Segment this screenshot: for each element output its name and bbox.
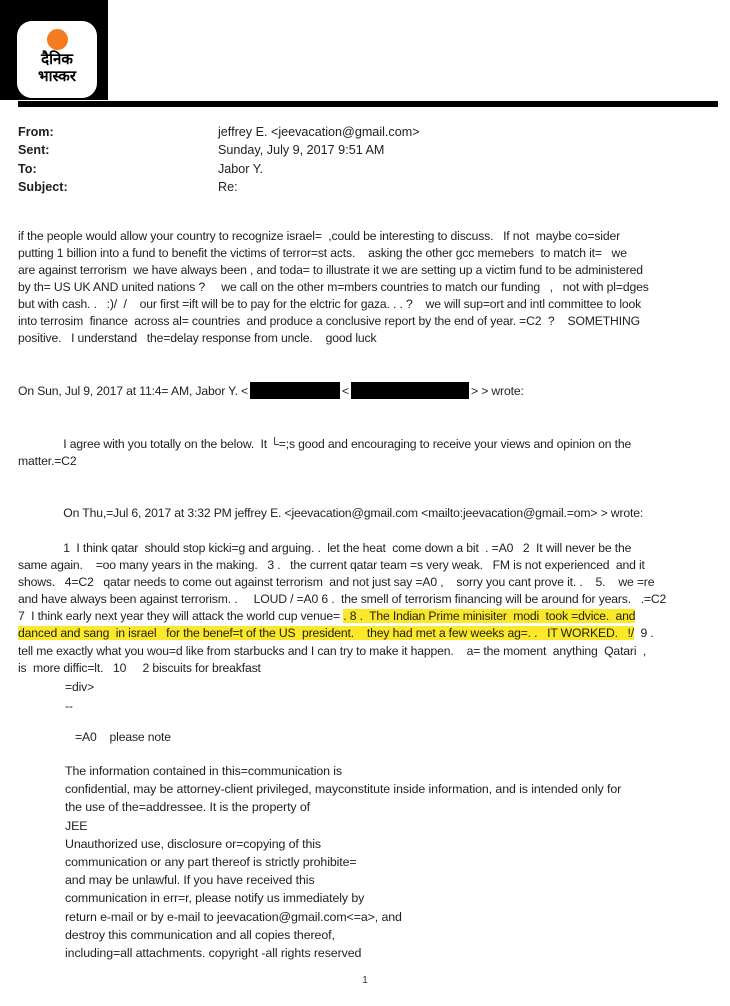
body-line	[18, 540, 666, 557]
attribution-prefix: On Sun, Jul 9, 2017 at 11:4= AM, Jabor Y. <	[18, 383, 249, 398]
body-line: by th= US UK AND united nations ? we call on the other m=mbers countries to match our funding , not with pl=dges	[18, 280, 649, 294]
redaction-bar	[250, 382, 340, 399]
from-label: From:	[18, 125, 54, 139]
body-line: matter.=C2	[18, 454, 77, 468]
disclaimer-line: including=all attachments. copyright -all rights reserved	[65, 946, 362, 961]
text-segment: 9 .	[634, 626, 654, 641]
text-segment: same again. =oo many years in the making. 3 . the current qatar team =s very weak. FM is not experienced and it	[18, 558, 645, 573]
reply-attribution-2	[18, 505, 643, 522]
to-value: Jabor Y.	[218, 161, 264, 176]
disclaimer-line: communication in err=r, please notify us immediately by	[65, 891, 365, 906]
attribution-suffix: > > wrote:	[470, 383, 524, 398]
reply-paragraph	[18, 436, 631, 470]
logo-text-line1: दैनिक	[41, 51, 73, 68]
body-line: I agree with you totally on the below. It └=;s good and encouraging to receive your views and opinion on the	[18, 437, 632, 451]
page-number: 1	[362, 975, 368, 986]
disclaimer-line: communication or any part thereof is strictly prohibite=	[65, 855, 357, 870]
body-line: =div>	[65, 680, 95, 694]
text-segment: 7 I think early next year they will attack the world cup venue=	[18, 609, 344, 624]
body-line	[18, 660, 666, 677]
body-line: --	[65, 698, 73, 713]
body-line	[18, 608, 666, 625]
body-line: are against terrorism we have always been , and toda= to illustrate it we are setting up a victim fund to be administered	[18, 263, 643, 277]
signature-fragments	[65, 678, 94, 715]
body-line: if the people would allow your country to recognize israel= ,could be interesting to discuss. If not maybe co=sider	[18, 229, 621, 243]
text-segment: tell me exactly what you wou=d like from starbucks and I can try to make it happen. a= the moment anything Qatari ,	[18, 643, 647, 658]
subject-value: Re:	[218, 180, 238, 195]
text-segment: shows. 4=C2 qatar needs to come out against terrorism and not just say =A0 , sorry you cant prove it. . 5. we =re	[18, 575, 655, 590]
disclaimer-line: Unauthorized use, disclosure or=copying of this	[65, 836, 321, 851]
disclaimer-line: confidential, may be attorney-client privileged, mayconstitute inside information, and is intended only for	[65, 782, 622, 797]
header-row-from	[18, 123, 420, 141]
disclaimer-line: return e-mail or by e-mail to jeevacation@gmail.com<=a>, and	[65, 909, 402, 924]
reply-attribution-1	[18, 382, 524, 399]
highlighted-text: danced and sang in israel for the benef=t of the US president. they had met a few weeks ag=. . IT WORKED. !/	[18, 626, 635, 641]
subject-label: Subject:	[18, 180, 68, 195]
header-row-subject	[18, 178, 420, 196]
header-row-sent	[18, 141, 420, 159]
body-line	[18, 625, 666, 642]
attribution-line: On Thu,=Jul 6, 2017 at 3:32 PM jeffrey E. <jeevacation@gmail.com <mailto:jeevacation@gmail.=om> > wrote:	[18, 506, 644, 520]
legal-disclaimer	[65, 762, 621, 962]
redaction-bar	[351, 382, 469, 399]
body-paragraph-1	[18, 228, 649, 347]
body-line	[18, 557, 666, 574]
body-line: into terrosim finance across al= countries and produce a conclusive report by the end of year. =C2 ? SOMETHING	[18, 314, 640, 328]
header-row-to	[18, 160, 420, 178]
body-line	[18, 591, 666, 608]
text-segment: is more diffic=lt. 10 2 biscuits for breakfast	[18, 660, 261, 675]
please-note-line	[75, 729, 171, 746]
body-line: putting 1 billion into a fund to benefit the victims of terror=st acts. asking the other gcc memebers to match it= we	[18, 246, 627, 260]
body-line	[18, 643, 666, 660]
disclaimer-line: destroy this communication and all copies thereof,	[65, 927, 335, 942]
disclaimer-line: The information contained in this=communication is	[65, 764, 343, 778]
body-line	[18, 574, 666, 591]
text-segment: 1 I think qatar should stop kicki=g and arguing. . let the heat come down a bit . =A0 2 It will never be the	[18, 541, 632, 555]
sent-value: Sunday, July 9, 2017 9:51 AM	[218, 143, 385, 158]
disclaimer-line: JEE	[65, 818, 88, 833]
email-headers	[18, 123, 420, 197]
numbered-paragraph	[18, 540, 666, 677]
body-line: =A0 please note	[75, 730, 171, 744]
to-label: To:	[18, 161, 37, 176]
sent-label: Sent:	[18, 143, 50, 158]
text-segment: and have always been against terrorism. . LOUD / =A0 6 . the smell of terrorism financing will be around for years. .=C2	[18, 592, 667, 607]
logo-text-line2: भास्कर	[38, 68, 76, 85]
attribution-separator: <	[342, 383, 349, 398]
disclaimer-line: and may be unlawful. If you have received this	[65, 873, 315, 888]
body-line: positive. I understand the=delay response from uncle. good luck	[18, 331, 377, 345]
dainik-bhaskar-logo	[17, 21, 97, 98]
from-value: jeffrey E. <jeevacation@gmail.com>	[218, 125, 420, 139]
dainik-bhaskar-logo-box	[0, 0, 108, 100]
logo-orange-dot-icon	[47, 29, 68, 50]
body-line: but with cash. . :)/ / our first =ift will be to pay for the elctric for gaza. . . ? we will sup=ort and intl committee to look	[18, 297, 642, 311]
highlighted-text: . 8 . The Indian Prime minisiter modi took =dvice. and	[343, 609, 636, 624]
horizontal-rule	[18, 101, 718, 107]
disclaimer-line: the use of the=addressee. It is the property of	[65, 800, 310, 815]
